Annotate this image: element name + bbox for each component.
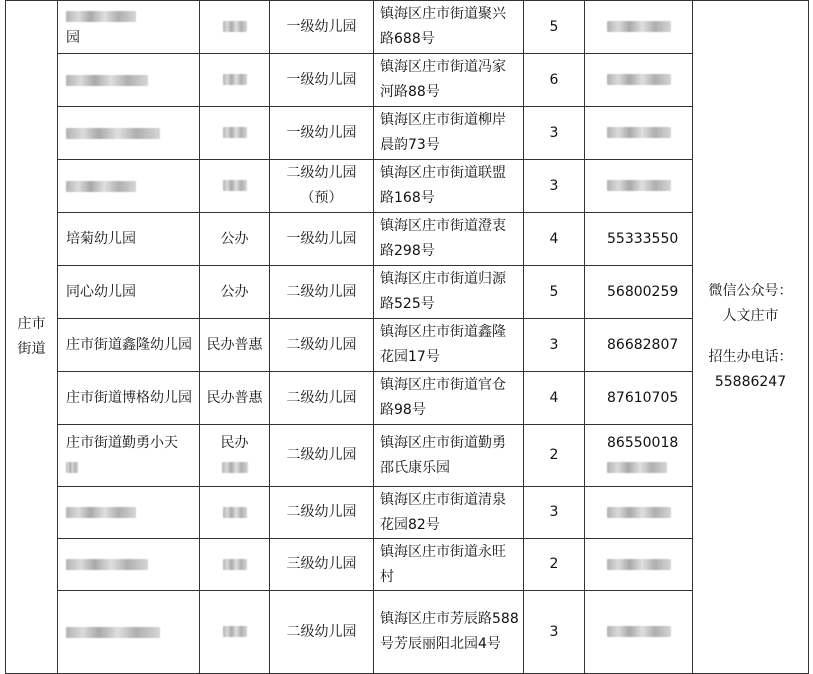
district-cell xyxy=(6,1,58,674)
redacted-type xyxy=(223,626,247,637)
redacted-phone xyxy=(607,180,671,191)
cell-text: 镇海区庄市街道柳岸晨韵73号 xyxy=(380,112,506,153)
kindergarten-name-cell xyxy=(58,54,200,107)
cell-text: 3 xyxy=(549,336,559,353)
redacted-name xyxy=(66,507,136,518)
class-count-cell xyxy=(524,539,585,591)
cell-text: 3 xyxy=(549,504,559,520)
cell-text: 镇海区庄市街道鑫隆花园17号 xyxy=(380,324,506,365)
redacted-name xyxy=(66,11,136,22)
class-count-cell xyxy=(524,372,585,425)
level-cell xyxy=(270,319,374,372)
cell-text: 民办 xyxy=(220,434,249,451)
cell-text: 二级幼儿园 xyxy=(286,283,357,300)
class-count-cell xyxy=(524,487,585,539)
class-count-cell xyxy=(524,213,585,266)
kindergarten-name-cell xyxy=(58,425,200,487)
redacted-phone xyxy=(607,626,671,637)
cell-text: 2 xyxy=(549,556,559,572)
address-cell xyxy=(374,319,524,372)
cell-text: 培菊幼儿园 xyxy=(66,230,136,247)
level-cell xyxy=(270,160,374,213)
ownership-type-cell xyxy=(200,213,270,266)
admissions-phone-label: 招生办电话： xyxy=(708,349,793,365)
level-cell xyxy=(270,1,374,54)
table-row xyxy=(6,160,809,213)
address-cell xyxy=(374,54,524,107)
redacted-phone xyxy=(607,507,671,518)
cell-text: 镇海区庄市街道联盟路168号 xyxy=(380,165,506,206)
level-cell xyxy=(270,107,374,160)
kindergarten-name-cell xyxy=(58,213,200,266)
redacted-name xyxy=(66,627,160,638)
kindergarten-name-cell xyxy=(58,107,200,160)
table-row xyxy=(6,539,809,591)
phone-cell xyxy=(585,591,693,674)
cell-text: 二级幼儿园 xyxy=(286,623,357,640)
redacted-type xyxy=(223,21,247,32)
kindergarten-table xyxy=(5,0,809,674)
redacted-phone xyxy=(607,21,671,32)
class-count-cell xyxy=(524,1,585,54)
redacted-type xyxy=(223,74,247,85)
address-cell xyxy=(374,160,524,213)
cell-text: 2 xyxy=(549,447,559,463)
kindergarten-name-cell xyxy=(58,319,200,372)
kindergarten-name-cell xyxy=(58,1,200,54)
kindergarten-name-cell xyxy=(58,591,200,674)
cell-text: 4 xyxy=(549,230,559,247)
wechat-label: 微信公众号： xyxy=(708,283,793,299)
redacted-phone xyxy=(607,127,671,138)
level-cell xyxy=(270,54,374,107)
class-count-cell xyxy=(524,591,585,674)
ownership-type-cell xyxy=(200,160,270,213)
table-row xyxy=(6,372,809,425)
ownership-type-cell xyxy=(200,372,270,425)
kindergarten-name-cell xyxy=(58,372,200,425)
phone-cell xyxy=(585,372,693,425)
cell-text: 一级幼儿园 xyxy=(286,71,357,88)
phone-cell xyxy=(585,160,693,213)
cell-text: 87610705 xyxy=(607,389,679,406)
wechat-account-name: 人文庄市 xyxy=(722,308,779,324)
phone-cell xyxy=(585,107,693,160)
phone-cell xyxy=(585,213,693,266)
ownership-type-cell xyxy=(200,1,270,54)
address-cell xyxy=(374,539,524,591)
level-cell xyxy=(270,372,374,425)
cell-text: 庄市街道博格幼儿园 xyxy=(66,389,192,406)
cell-text: 一级幼儿园 xyxy=(286,230,357,247)
phone-cell xyxy=(585,539,693,591)
class-count-cell xyxy=(524,107,585,160)
cell-text: 5 xyxy=(549,18,559,35)
redacted-type xyxy=(223,559,247,570)
kindergarten-name-cell xyxy=(58,539,200,591)
cell-text: 一级幼儿园 xyxy=(286,18,357,35)
cell-text: 5 xyxy=(549,283,559,300)
address-cell xyxy=(374,487,524,539)
redacted-type-suffix xyxy=(222,462,248,473)
cell-text: 镇海区庄市街道聚兴路688号 xyxy=(380,6,506,47)
ownership-type-cell xyxy=(200,54,270,107)
table-row xyxy=(6,107,809,160)
cell-text: 一级幼儿园 xyxy=(286,124,357,141)
redacted-type xyxy=(223,127,247,138)
phone-cell xyxy=(585,54,693,107)
cell-text: 56800259 xyxy=(607,283,679,300)
ownership-type-cell xyxy=(200,539,270,591)
redacted-type xyxy=(223,507,247,518)
cell-text: 二级幼儿园 xyxy=(286,389,357,406)
redacted-name xyxy=(66,128,160,139)
phone-cell xyxy=(585,425,693,487)
table-body xyxy=(6,1,809,674)
cell-text: 86682807 xyxy=(607,336,679,353)
table-row xyxy=(6,1,809,54)
level-cell xyxy=(270,487,374,539)
cell-text: 二级幼儿园 xyxy=(286,447,357,463)
cell-text: 三级幼儿园 xyxy=(286,556,357,572)
ownership-type-cell xyxy=(200,319,270,372)
kindergarten-name-cell xyxy=(58,487,200,539)
cell-text: 镇海区庄市街道清泉花园82号 xyxy=(380,491,506,533)
ownership-type-cell xyxy=(200,107,270,160)
cell-text: 庄市街道勤勇小天 xyxy=(66,434,178,451)
cell-text: 公办 xyxy=(220,230,249,247)
redacted-name-suffix xyxy=(66,462,78,473)
level-cell xyxy=(270,425,374,487)
class-count-cell xyxy=(524,160,585,213)
table-row xyxy=(6,213,809,266)
cell-text: 同心幼儿园 xyxy=(66,283,136,300)
ownership-type-cell xyxy=(200,591,270,674)
redacted-name xyxy=(66,559,148,570)
table-row xyxy=(6,266,809,319)
cell-text: 镇海区庄市街道勤勇邵氏康乐园 xyxy=(380,434,506,476)
table-row xyxy=(6,487,809,539)
cell-text: 4 xyxy=(549,389,559,406)
admissions-phone-value: 55886247 xyxy=(714,374,787,390)
cell-text: 镇海区庄市芳辰路588号芳辰丽阳北园4号 xyxy=(380,611,519,652)
kindergarten-name-cell xyxy=(58,266,200,319)
cell-text: 公办 xyxy=(220,283,249,300)
address-cell xyxy=(374,107,524,160)
cell-text: 镇海区庄市街道冯家河路88号 xyxy=(380,59,506,100)
address-cell xyxy=(374,591,524,674)
cell-text: 3 xyxy=(549,124,559,141)
cell-text: 二级幼儿园 xyxy=(286,336,357,353)
ownership-type-cell xyxy=(200,487,270,539)
address-cell xyxy=(374,1,524,54)
class-count-cell xyxy=(524,266,585,319)
cell-text: 庄市街道鑫隆幼儿园 xyxy=(66,336,192,353)
redacted-phone xyxy=(607,559,671,570)
phone-cell xyxy=(585,266,693,319)
cell-text: 3 xyxy=(549,623,559,640)
address-cell xyxy=(374,266,524,319)
table-row xyxy=(6,591,809,674)
cell-text: 民办普惠 xyxy=(206,389,263,406)
phone-cell xyxy=(585,1,693,54)
redacted-phone xyxy=(607,74,671,85)
ownership-type-cell xyxy=(200,425,270,487)
address-cell xyxy=(374,213,524,266)
redacted-name xyxy=(66,75,148,86)
redacted-type xyxy=(223,180,247,191)
redacted-name xyxy=(66,181,136,192)
cell-text: 民办普惠 xyxy=(206,336,263,353)
cell-text: 6 xyxy=(549,71,559,88)
phone-cell xyxy=(585,319,693,372)
level-cell xyxy=(270,266,374,319)
cell-text: 二级幼儿园 （预） xyxy=(286,165,357,206)
spacer xyxy=(697,329,804,345)
address-cell xyxy=(374,372,524,425)
address-cell xyxy=(374,425,524,487)
cell-text: 镇海区庄市街道澄衷路298号 xyxy=(380,218,506,259)
level-cell xyxy=(270,539,374,591)
contact-note-cell xyxy=(693,1,809,674)
class-count-cell xyxy=(524,425,585,487)
cell-text: 镇海区庄市街道官仓路98号 xyxy=(380,377,506,418)
cell-text: 镇海区庄市街道归源路525号 xyxy=(380,271,506,312)
table-row xyxy=(6,54,809,107)
cell-text: 二级幼儿园 xyxy=(286,504,357,520)
cell-text: 镇海区庄市街道永旺村 xyxy=(380,543,506,585)
level-cell xyxy=(270,213,374,266)
phone-cell xyxy=(585,487,693,539)
level-cell xyxy=(270,591,374,674)
redacted-phone-extra xyxy=(607,462,667,473)
district-label: 庄市 街道 xyxy=(17,316,46,357)
table-row xyxy=(6,425,809,487)
table-row xyxy=(6,319,809,372)
cell-text: 3 xyxy=(549,177,559,194)
cell-text: 55333550 xyxy=(607,230,679,247)
ownership-type-cell xyxy=(200,266,270,319)
name-text: 园 xyxy=(66,30,80,46)
class-count-cell xyxy=(524,319,585,372)
class-count-cell xyxy=(524,54,585,107)
kindergarten-name-cell xyxy=(58,160,200,213)
cell-text: 86550018 xyxy=(607,434,679,451)
